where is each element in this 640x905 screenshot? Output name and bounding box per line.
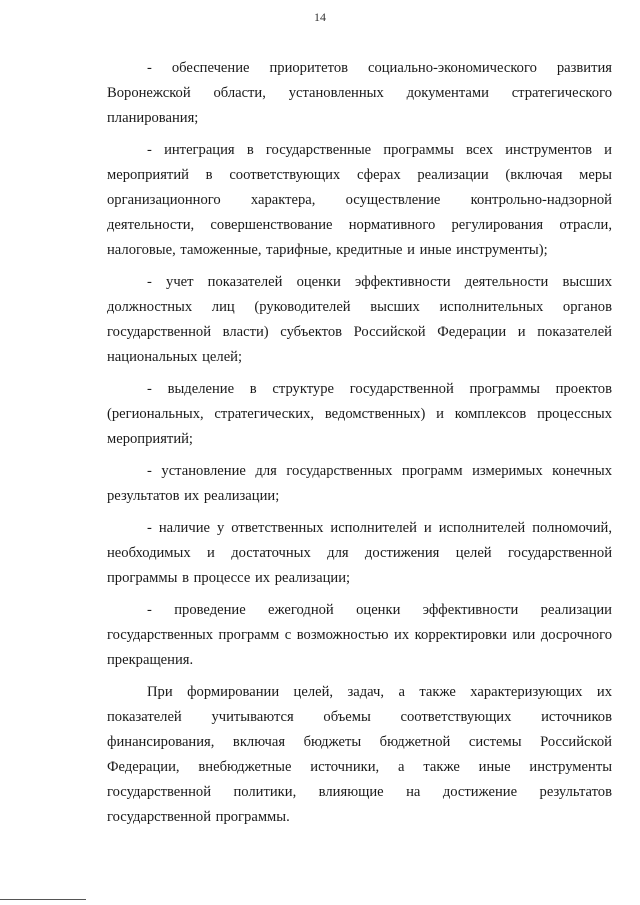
paragraph-annual-evaluation: - проведение ежегодной оценки эффективности реализации государственных программ с возможностью их корректировки или досрочного прекращения. xyxy=(107,602,612,668)
paragraph-priorities: - обеспечение приоритетов социально-экономического развития Воронежской области, установленных документами стратегического планирования; xyxy=(107,60,612,126)
paragraph-goal-formation: При формировании целей, задач, а также характеризующих их показателей учитываются объемы соответствующих источников финансирования, включая бюджеты бюджетной системы Российской Федерации, внебюджетные источники, а также иные инструменты государственной политики, влияющие на достижение результатов государственной программы. xyxy=(107,684,612,825)
paragraph-integration: - интеграция в государственные программы всех инструментов и мероприятий в соответствующих сферах реализации (включая меры организационного характера, осуществление контрольно-надзорной деятельности, совершенствование нормативного регулирования отрасли, налоговые, таможенные, тарифные, кредитные и иные инструменты); xyxy=(107,142,612,258)
footer-divider xyxy=(0,899,86,900)
paragraph-measurable-results: - установление для государственных программ измеримых конечных результатов их реализации; xyxy=(107,463,612,504)
paragraph-program-structure: - выделение в структуре государственной программы проектов (региональных, стратегических, ведомственных) и комплексов процессных мероприятий; xyxy=(107,381,612,447)
paragraph-performance-indicators: - учет показателей оценки эффективности деятельности высших должностных лиц (руководителей высших исполнительных органов государственной власти) субъектов Российской Федерации и показателей национальных целей; xyxy=(107,274,612,365)
paragraph-executor-powers: - наличие у ответственных исполнителей и исполнителей полномочий, необходимых и достаточных для достижения целей государственной программы в процессе их реализации; xyxy=(107,520,612,586)
document-body xyxy=(107,56,612,837)
page-number: 14 xyxy=(314,10,326,24)
